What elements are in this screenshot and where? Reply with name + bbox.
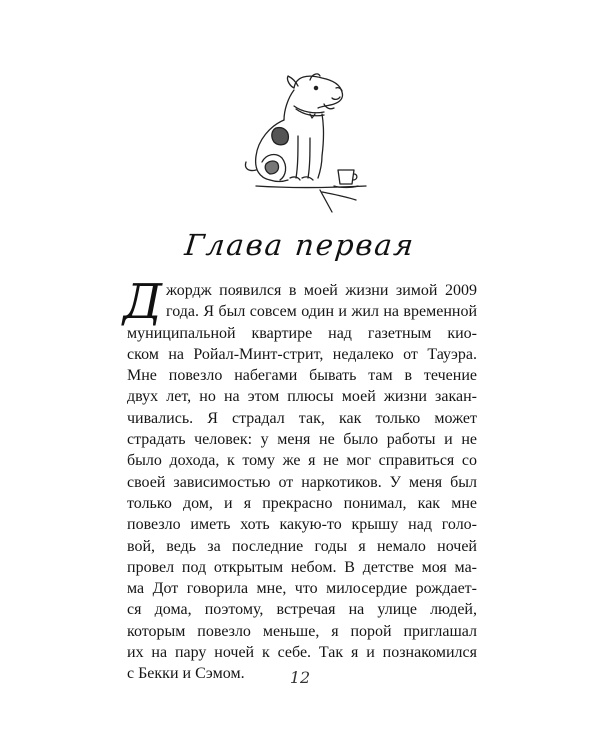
text-line: было дохода, к тому же я не мог справиться со xyxy=(127,452,477,470)
text-line: с Бекки и Сэмом. xyxy=(127,665,245,683)
body-paragraph xyxy=(123,274,477,685)
text-line: Мне повезло набегами бывать там в течение xyxy=(127,367,477,385)
text-line: своей зависимостью от наркотиков. У меня был xyxy=(127,473,477,491)
sitting-dog-icon xyxy=(236,66,376,216)
text-line: ся дома, поэтому, встречая на улице людей, xyxy=(127,601,477,619)
text-line: страдать человек: у меня не было работы и не xyxy=(127,431,477,449)
text-line: муниципальной квартире над газетным кио- xyxy=(127,324,477,342)
page-number: 12 xyxy=(289,668,311,687)
text-line: года. Я был совсем один и жил на временной xyxy=(166,303,477,321)
text-line: только дом, и я прекрасно понимал, как мне xyxy=(127,494,477,512)
text-line: ма Дот говорила мне, что милосердие рождает- xyxy=(127,580,477,598)
chapter-title: Глава первая xyxy=(183,228,417,262)
drop-cap: Д xyxy=(123,274,163,330)
text-line: вой, ведь за последние годы я немало ночей xyxy=(127,537,477,555)
text-line: ском на Ройал-Минт-стрит, недалеко от Тауэра. xyxy=(127,345,477,363)
text-line: жордж появился в моей жизни зимой 2009 xyxy=(166,282,477,299)
text-line: которым повезло меньше, я порой приглашал xyxy=(127,622,477,640)
text-line: провел под открытым небом. В детстве моя ма- xyxy=(127,558,477,576)
text-line: повезло иметь хоть какую-то крышу над голо- xyxy=(127,516,477,534)
text-line: их на пару ночей к себе. Так я и познакомился xyxy=(127,644,477,662)
text-line: чивались. Я страдал так, как только может xyxy=(127,409,477,427)
text-line: двух лет, но на этом плюсы моей жизни закан- xyxy=(127,388,477,406)
dog-illustration xyxy=(236,66,376,216)
